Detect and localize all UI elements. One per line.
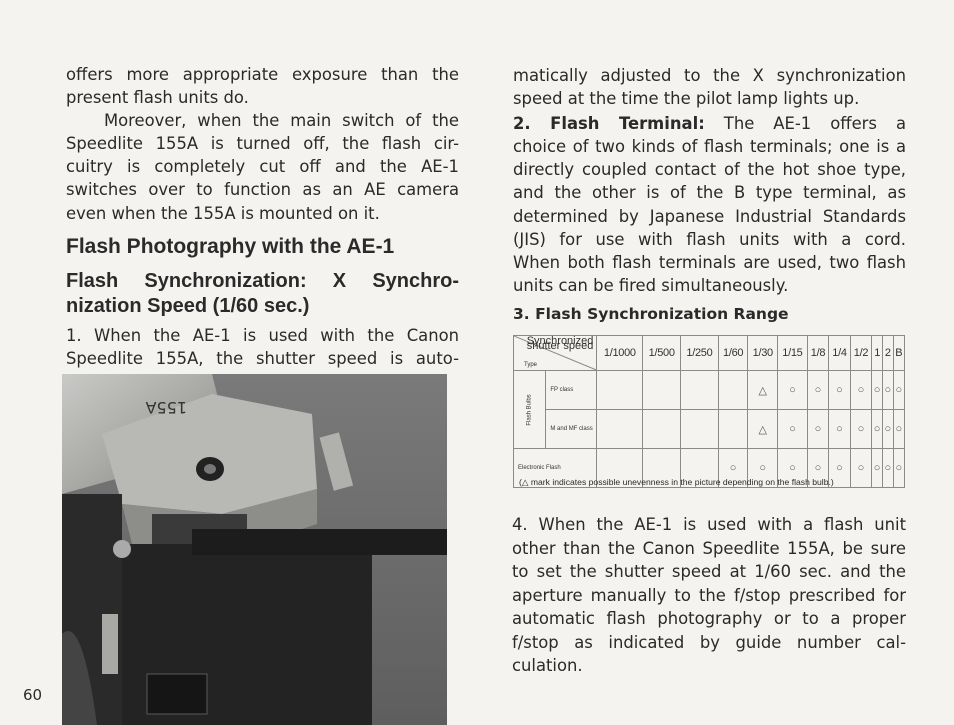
speed-header: 1/1000 [597, 336, 643, 371]
table-cell [643, 371, 681, 410]
speed-header: 1/15 [778, 336, 808, 371]
table-cell: ○ [850, 449, 872, 488]
text-line: present flash units do. [66, 88, 249, 108]
left-column [66, 63, 459, 370]
table-row [514, 371, 905, 410]
table-cell: ○ [829, 449, 851, 488]
text-line: automatic flash photography or to a proper [512, 609, 906, 628]
table-cell [597, 371, 643, 410]
table-cell: ○ [893, 449, 904, 488]
text-line: units can be fired simultaneously. [513, 275, 789, 295]
table-cell: ○ [882, 371, 893, 410]
speed-header: 1/500 [643, 336, 681, 371]
table-note: (△ mark indicates possible unevenness in the picture depending on the flash bulb.) [519, 477, 834, 487]
text-line: When both flash terminals are used, two flash [513, 252, 906, 272]
text-line: 1. When the AE-1 is used with the Canon [66, 325, 459, 345]
table-cell: ○ [882, 449, 893, 488]
speed-header: 1/250 [681, 336, 719, 371]
text-line: 4. When the AE-1 is used with a flash unit [512, 515, 906, 534]
text-line: to set the shutter speed at 1/60 sec. and the [512, 562, 906, 581]
text-line: choice of two kinds of flash terminals; one is a [513, 137, 906, 157]
table-cell [681, 371, 719, 410]
table-cell: ○ [850, 410, 872, 449]
table-cell [643, 410, 681, 449]
table-cell: ○ [872, 371, 883, 410]
table-cell: ○ [882, 410, 893, 449]
text-line: other than the Canon Speedlite 155A, be sure [512, 538, 906, 558]
text-line: Speedlite 155A, the shutter speed is auto- [66, 348, 459, 368]
text-line: directly coupled contact of the hot shoe type, [513, 160, 906, 180]
table-cell: ○ [850, 371, 872, 410]
corner-label-top: Synchronized shutter speed [526, 335, 594, 352]
table-cell: ○ [807, 449, 829, 488]
text-line: Speedlite 155A is turned off, the flash cir- [66, 134, 459, 154]
section-heading: Flash Photography with the AE-1 [66, 234, 395, 258]
table-cell: ○ [748, 449, 778, 488]
group-label-cell [514, 371, 546, 449]
paragraph-4 [512, 513, 906, 678]
table-cell: ○ [872, 449, 883, 488]
page-number: 60 [23, 686, 43, 704]
speed-header: 1/2 [850, 336, 872, 371]
speed-header: 1/60 [718, 336, 748, 371]
text-line: even when the 155A is mounted on it. [66, 203, 380, 223]
subsection-heading-line: nization Speed (1/60 sec.) [66, 294, 310, 317]
text-line: matically adjusted to the X synchronization [513, 66, 906, 85]
text-line: and the other is of the B type terminal, as [513, 183, 906, 203]
text-line: (JIS) for use with flash units with a cord. [513, 229, 906, 249]
row-label: FP class [546, 371, 597, 410]
table-cell: △ [748, 410, 778, 449]
speed-header: 2 [882, 336, 893, 371]
table-cell: ○ [893, 371, 904, 410]
item-heading: 3. Flash Synchronization Range [513, 304, 789, 323]
table-cell: ○ [807, 371, 829, 410]
table-cell: ○ [829, 410, 851, 449]
table-cell: ○ [718, 449, 748, 488]
camera-photo [62, 374, 447, 725]
table-cell: ○ [778, 449, 808, 488]
text-line: speed at the time the pilot lamp lights up. [513, 89, 860, 109]
table-header-row [514, 336, 905, 371]
right-column [513, 64, 906, 326]
table-cell [597, 410, 643, 449]
text-line: culation. [512, 656, 583, 675]
table-row [514, 410, 905, 449]
corner-label-bottom: Type [524, 362, 538, 368]
speed-header: 1/30 [748, 336, 778, 371]
item-label: 2. Flash Terminal: [513, 114, 705, 134]
table-cell: ○ [872, 410, 883, 449]
text-fragment: The AE-1 offers a [704, 114, 906, 134]
engraved-text: 155A [145, 398, 187, 417]
table-cell [681, 410, 719, 449]
text-line: cuitry is completely cut off and the AE-1 [66, 157, 459, 177]
text-line: determined by Japanese Industrial Standards [513, 206, 906, 226]
speed-header: 1/8 [807, 336, 829, 371]
subsection-heading-line: Flash Synchronization: X Synchro- [66, 269, 459, 292]
text-line: switches over to function as an AE camera [66, 180, 459, 200]
text-line: f/stop as indicated by guide number cal- [512, 632, 906, 652]
table-cell [718, 371, 748, 410]
row-label: M and MF class [546, 410, 597, 449]
table-cell: ○ [778, 410, 808, 449]
table-cell: ○ [893, 410, 904, 449]
row-label: Electronic Flash [514, 449, 597, 488]
camera-illustration [62, 374, 447, 725]
sync-range-table [513, 335, 905, 488]
text-line: offers more appropriate exposure than the [66, 65, 459, 84]
speed-header: 1/4 [829, 336, 851, 371]
table-cell [718, 410, 748, 449]
table-cell: △ [748, 371, 778, 410]
table-cell: ○ [829, 371, 851, 410]
speed-header: B [893, 336, 904, 371]
text-line: Moreover, when the main switch of the [104, 111, 459, 131]
speed-header: 1 [872, 336, 883, 371]
table-cell: ○ [807, 410, 829, 449]
table-cell: ○ [778, 371, 808, 410]
text-line [513, 112, 906, 135]
group-label: Flash Bulbs [526, 393, 533, 426]
table-corner-cell [514, 336, 597, 371]
text-line: aperture manually to the f/stop prescribed for [512, 585, 906, 605]
